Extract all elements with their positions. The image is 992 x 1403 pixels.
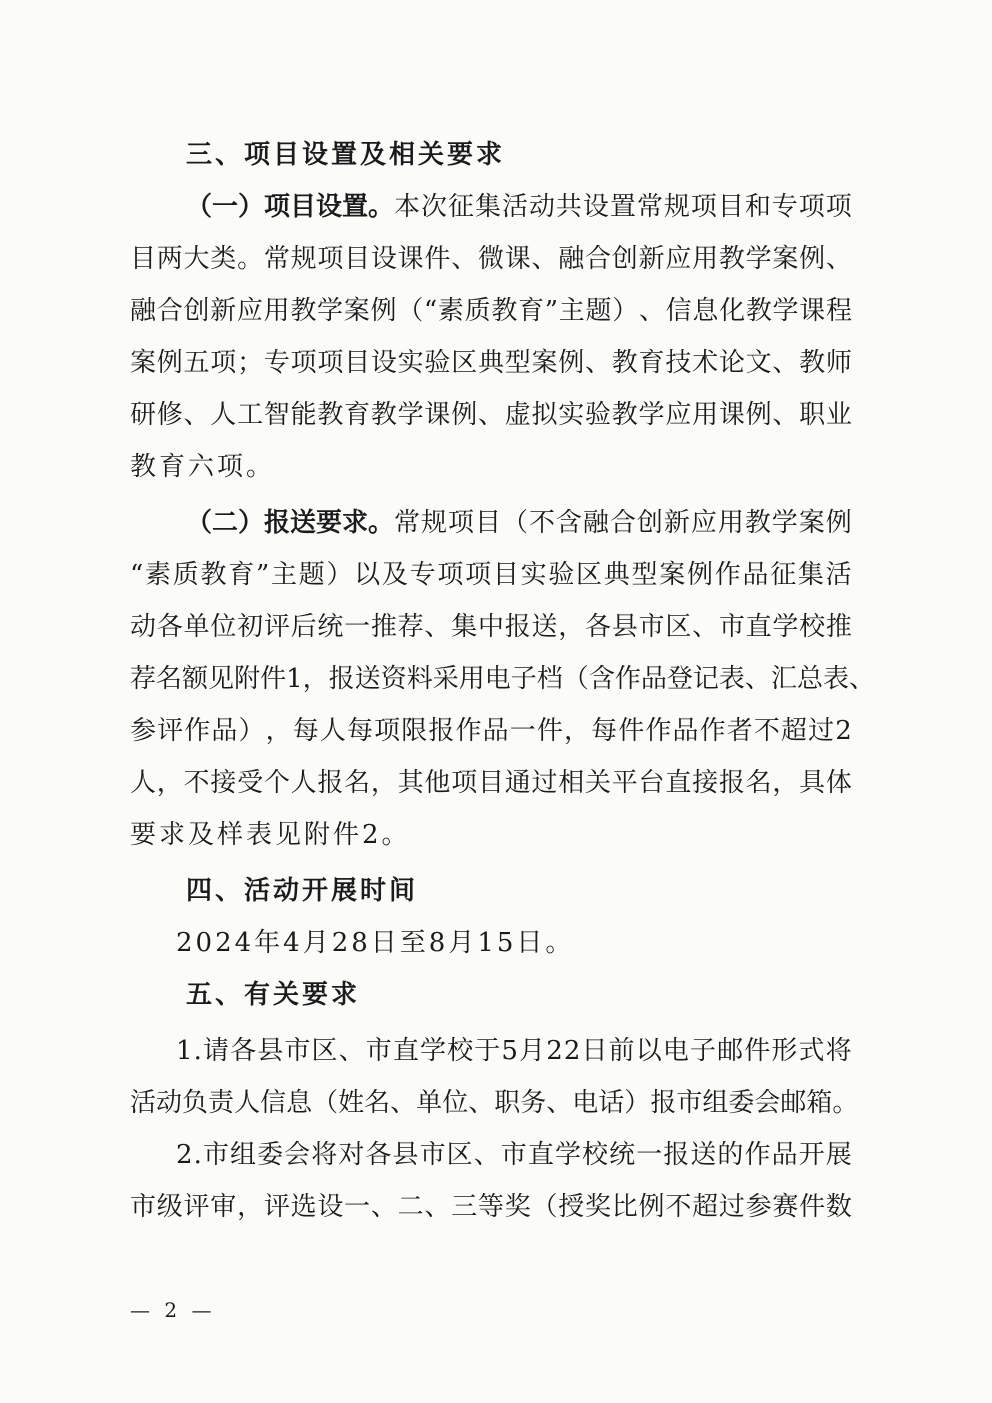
paragraph-line: 要求及样表见附件2。: [130, 820, 411, 850]
paragraph-line: 动 各 单 位 初 评 后 统 一 推 荐 、 集 中 报 送 ， 各 县 市 区 、 市 直 学 校 推: [130, 612, 852, 642]
paragraph-line: 融 合 创 新 应 用 教 学 案 例 （ “ 素 质 教 育 ” 主 题 ） 、 信 息 化 教 学 课 程: [130, 296, 852, 326]
section-5-heading: 五、有关要求: [186, 980, 361, 1010]
line-text: 本 次 征 集 活 动 共 设 置 常 规 项 目 和 专 项 项: [394, 192, 852, 222]
line-text: 常 规 项 目 （ 不 含 融 合 创 新 应 用 教 学 案 例: [394, 508, 852, 538]
section-3-heading: 三、项目设置及相关要求: [186, 140, 506, 170]
activity-dates: 2024年4月28日至8月15日。: [176, 928, 575, 958]
item-label: （二）报送要求。: [186, 508, 395, 538]
paragraph-line: 2 . 市 组 委 会 将 对 各 县 市 区 、 市 直 学 校 统 一 报 送 的 作 品 开 展: [176, 1140, 852, 1170]
paragraph-line: 目 两 大 类 。 常 规 项 目 设 课 件 、 微 课 、 融 合 创 新 应 用 教 学 案 例 、: [130, 244, 852, 274]
paragraph-line: 活 动 负 责 人 信 息 （ 姓 名 、 单 位 、 职 务 、 电 话 ） 报 市 组 委 会 邮 箱 。: [130, 1088, 859, 1118]
paragraph-line: 教育六项。: [130, 452, 276, 482]
paragraph-line: 研 修 、 人 工 智 能 教 育 教 学 课 例 、 虚 拟 实 验 教 学 应 用 课 例 、 职 业: [130, 400, 852, 430]
paragraph-line: 人 ， 不 接 受 个 人 报 名 ， 其 他 项 目 通 过 相 关 平 台 直 接 报 名 ， 具 体: [130, 768, 852, 798]
item-label: （一）项目设置。: [186, 192, 395, 222]
paragraph-line: 案 例 五 项 ； 专 项 项 目 设 实 验 区 典 型 案 例 、 教 育 技 术 论 文 、 教 师: [130, 348, 852, 378]
paragraph-line: [130, 187, 852, 227]
section-4-heading: 四、活动开展时间: [186, 876, 419, 906]
paragraph-line: [130, 503, 852, 543]
paragraph-line: 荐 名 额 见 附 件 1 ， 报 送 资 料 采 用 电 子 档 （ 含 作 品 登 记 表 、 汇 总 表 、: [130, 664, 875, 694]
paragraph-line: “ 素 质 教 育 ” 主 题 ） 以 及 专 项 项 目 实 验 区 典 型 案 例 作 品 征 集 活: [130, 560, 852, 590]
paragraph-line: 1 . 请 各 县 市 区 、 市 直 学 校 于 5 月 2 2 日 前 以 电 子 邮 件 形 式 将: [176, 1036, 852, 1066]
paragraph-line: 市 级 评 审 ， 评 选 设 一 、 二 、 三 等 奖 （ 授 奖 比 例 不 超 过 参 赛 件 数: [130, 1192, 852, 1222]
page-number: — 2 —: [130, 1298, 216, 1322]
paragraph-line: 参 评 作 品 ） ， 每 人 每 项 限 报 作 品 一 件 ， 每 件 作 品 作 者 不 超 过 2: [130, 716, 852, 746]
